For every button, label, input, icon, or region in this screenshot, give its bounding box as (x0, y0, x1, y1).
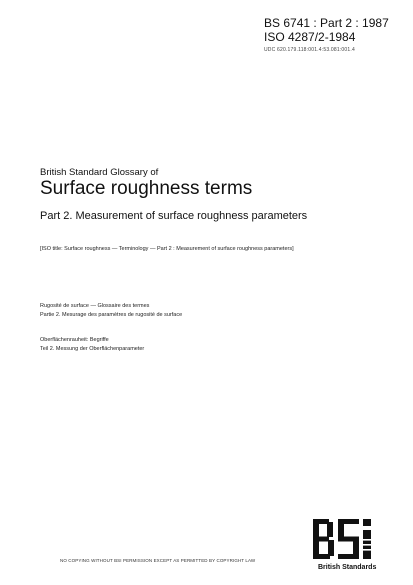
udc-code: UDC 620.179.118:001.4:53.081:001.4 (264, 47, 355, 53)
page-title: Surface roughness terms (40, 178, 253, 199)
iso-title: [ISO title: Surface roughness — Terminology — Part 2 : Measurement of surface roughness parameters] (40, 246, 294, 252)
iso-reference: ISO 4287/2-1984 (264, 30, 356, 44)
german-title-line2: Teil 2. Messung der Oberflächenparameter (40, 346, 145, 352)
part-subtitle: Part 2. Measurement of surface roughness parameters (40, 210, 308, 222)
french-title-line1: Rugosité de surface — Glossaire des termes (40, 303, 150, 309)
french-title-line2: Partie 2. Mesurage des paramètres de rugosité de surface (40, 312, 183, 318)
copyright-notice: NO COPYING WITHOUT BSI PERMISSION EXCEPT AS PERMITTED BY COPYRIGHT LAW (60, 558, 256, 563)
series-label: British Standard Glossary of (40, 167, 159, 178)
bs-reference: BS 6741 : Part 2 : 1987 (264, 16, 389, 30)
german-title-line1: Oberflächenrauheit: Begriffe (40, 337, 109, 343)
bsi-logo-icon (313, 519, 375, 559)
logo-caption: British Standards (318, 564, 377, 571)
